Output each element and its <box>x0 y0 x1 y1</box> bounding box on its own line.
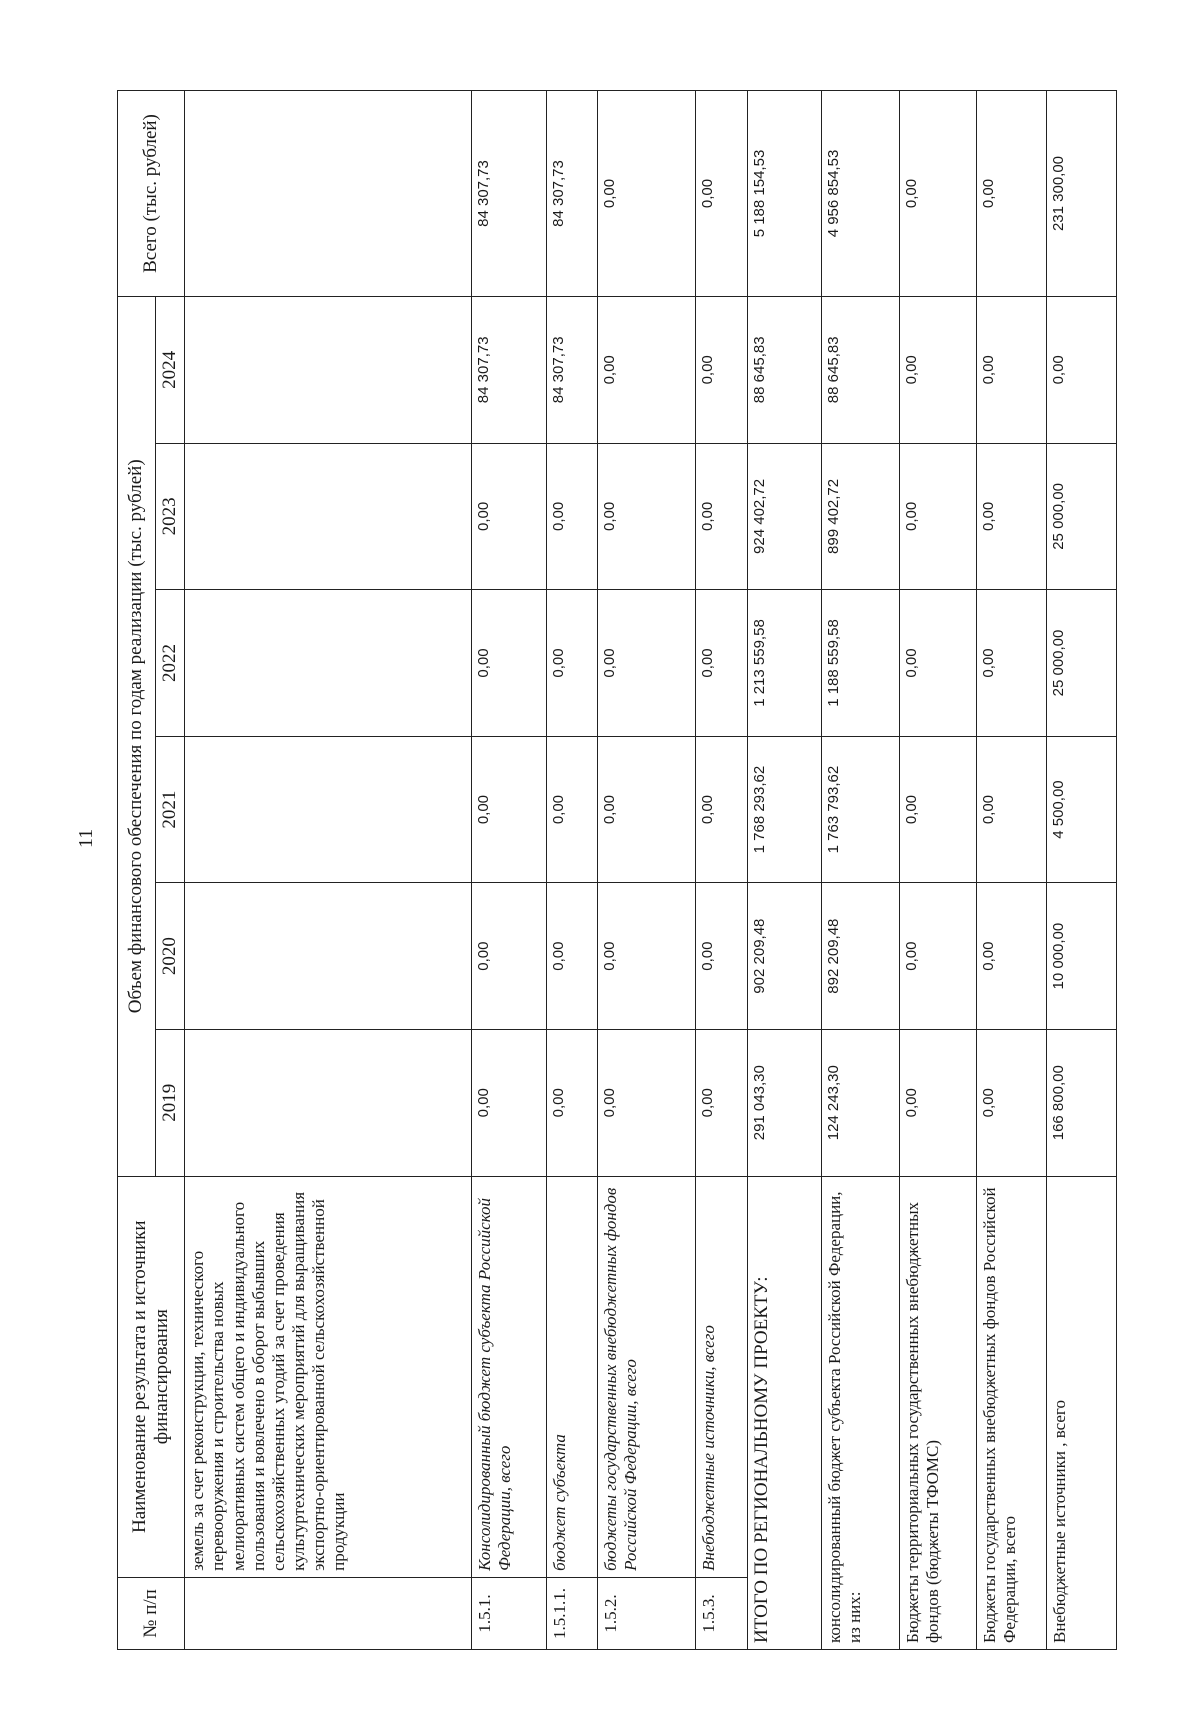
row-index: 1.5.2. <box>597 1577 695 1649</box>
row-value: 0,00 <box>696 736 747 883</box>
row-value: 0,00 <box>546 883 597 1030</box>
row-value: 0,00 <box>546 736 597 883</box>
row-value: 0,00 <box>471 590 546 737</box>
row-value: 0,00 <box>696 297 747 444</box>
row-value: 0,00 <box>696 443 747 590</box>
row-name: Внебюджетные источники , всего <box>1046 1176 1116 1649</box>
row-value: 1 213 559,58 <box>747 590 822 737</box>
table-row <box>1046 91 1116 1650</box>
table-row <box>899 91 976 1650</box>
header-year: 2019 <box>156 1029 185 1176</box>
header-year: 2020 <box>156 883 185 1030</box>
row-value: 0,00 <box>471 443 546 590</box>
row-value: 0,00 <box>976 590 1046 737</box>
row-value: 0,00 <box>471 1029 546 1176</box>
row-name: консолидированный бюджет субъекта Российской Федерации, из них: <box>822 1176 899 1649</box>
header-year: 2021 <box>156 736 185 883</box>
row-value: 924 402,72 <box>747 443 822 590</box>
row-value: 0,00 <box>546 590 597 737</box>
row-index: 1.5.3. <box>696 1577 747 1649</box>
row-name: бюджеты государственных внебюджетных фондов Российской Федерации, всего <box>597 1176 695 1577</box>
row-total: 0,00 <box>597 91 695 297</box>
row-value: 0,00 <box>597 1029 695 1176</box>
row-value <box>185 1029 471 1176</box>
row-total: 5 188 154,53 <box>747 91 822 297</box>
row-name: земель за счет реконструкции, технического перевооружения и строительства новых мелиоративных систем общего и индивидуального пользования и вовлечено в оборот выбывших сельскохозяйственных угодий за счет проведения культуртехнических мероприятий для выращивания экспортно-ориентированной сельскохозяйственной продукции <box>185 1176 471 1577</box>
table-row <box>976 91 1046 1650</box>
row-value: 84 307,73 <box>546 297 597 444</box>
row-value: 0,00 <box>597 736 695 883</box>
financing-table <box>117 90 1117 1650</box>
page-number: 11 <box>75 828 97 848</box>
row-value: 25 000,00 <box>1046 443 1116 590</box>
row-name: бюджет субъекта <box>546 1176 597 1577</box>
row-name: Бюджеты государственных внебюджетных фондов Российской Федерации, всего <box>976 1176 1046 1649</box>
row-value: 0,00 <box>597 883 695 1030</box>
table-row <box>696 91 747 1650</box>
header-group: Объем финансового обеспечения по годам реализации (тыс. рублей) <box>118 297 156 1177</box>
row-index: 1.5.1.1. <box>546 1577 597 1649</box>
rotated-table-container <box>117 90 1117 1650</box>
row-value: 0,00 <box>696 1029 747 1176</box>
row-value: 291 043,30 <box>747 1029 822 1176</box>
row-value: 0,00 <box>597 297 695 444</box>
row-value <box>185 590 471 737</box>
row-value <box>185 736 471 883</box>
row-value: 0,00 <box>696 883 747 1030</box>
row-value: 0,00 <box>976 443 1046 590</box>
row-value <box>185 443 471 590</box>
row-value: 0,00 <box>546 1029 597 1176</box>
header-index: № п/п <box>118 1577 185 1649</box>
row-value: 0,00 <box>1046 297 1116 444</box>
row-value: 1 768 293,62 <box>747 736 822 883</box>
row-total: 84 307,73 <box>471 91 546 297</box>
header-year: 2024 <box>156 297 185 444</box>
row-value: 902 209,48 <box>747 883 822 1030</box>
table-row <box>747 91 822 1650</box>
row-name: Бюджеты территориальных государственных внебюджетных фондов (бюджеты ТФОМС) <box>899 1176 976 1649</box>
row-total: 0,00 <box>976 91 1046 297</box>
row-value: 88 645,83 <box>747 297 822 444</box>
row-value: 1 188 559,58 <box>822 590 899 737</box>
row-value: 0,00 <box>899 736 976 883</box>
row-value <box>185 883 471 1030</box>
row-name: ИТОГО ПО РЕГИОНАЛЬНОМУ ПРОЕКТУ: <box>747 1176 822 1649</box>
table-row <box>597 91 695 1650</box>
row-total: 84 307,73 <box>546 91 597 297</box>
row-value: 0,00 <box>899 883 976 1030</box>
row-value: 0,00 <box>471 883 546 1030</box>
row-value <box>185 297 471 444</box>
header-year: 2023 <box>156 443 185 590</box>
row-value: 0,00 <box>899 1029 976 1176</box>
table-row <box>185 91 471 1650</box>
row-index: 1.5.1. <box>471 1577 546 1649</box>
row-name: Консолидированный бюджет субъекта Российской Федерации, всего <box>471 1176 546 1577</box>
row-value: 899 402,72 <box>822 443 899 590</box>
row-value: 88 645,83 <box>822 297 899 444</box>
row-value: 0,00 <box>976 736 1046 883</box>
row-value: 0,00 <box>976 1029 1046 1176</box>
header-name: Наименование результата и источники финансирования <box>118 1176 185 1577</box>
row-index <box>185 1577 471 1649</box>
row-value: 0,00 <box>597 590 695 737</box>
row-value: 0,00 <box>696 590 747 737</box>
table-row <box>546 91 597 1650</box>
header-total: Всего (тыс. рублей) <box>118 91 185 297</box>
row-value: 0,00 <box>546 443 597 590</box>
row-value: 0,00 <box>597 443 695 590</box>
row-value: 84 307,73 <box>471 297 546 444</box>
row-value: 0,00 <box>899 443 976 590</box>
row-value: 0,00 <box>899 590 976 737</box>
row-value: 1 763 793,62 <box>822 736 899 883</box>
table-row <box>822 91 899 1650</box>
row-total: 0,00 <box>899 91 976 297</box>
row-value: 166 800,00 <box>1046 1029 1116 1176</box>
row-total: 231 300,00 <box>1046 91 1116 297</box>
row-value: 4 500,00 <box>1046 736 1116 883</box>
row-total: 0,00 <box>696 91 747 297</box>
row-value: 0,00 <box>471 736 546 883</box>
row-value: 892 209,48 <box>822 883 899 1030</box>
row-value: 0,00 <box>976 297 1046 444</box>
header-year: 2022 <box>156 590 185 737</box>
row-total: 4 956 854,53 <box>822 91 899 297</box>
row-value: 0,00 <box>976 883 1046 1030</box>
row-value: 0,00 <box>899 297 976 444</box>
row-value: 124 243,30 <box>822 1029 899 1176</box>
row-total <box>185 91 471 297</box>
table-row <box>471 91 546 1650</box>
row-value: 10 000,00 <box>1046 883 1116 1030</box>
row-name: Внебюджетные источники, всего <box>696 1176 747 1577</box>
row-value: 25 000,00 <box>1046 590 1116 737</box>
